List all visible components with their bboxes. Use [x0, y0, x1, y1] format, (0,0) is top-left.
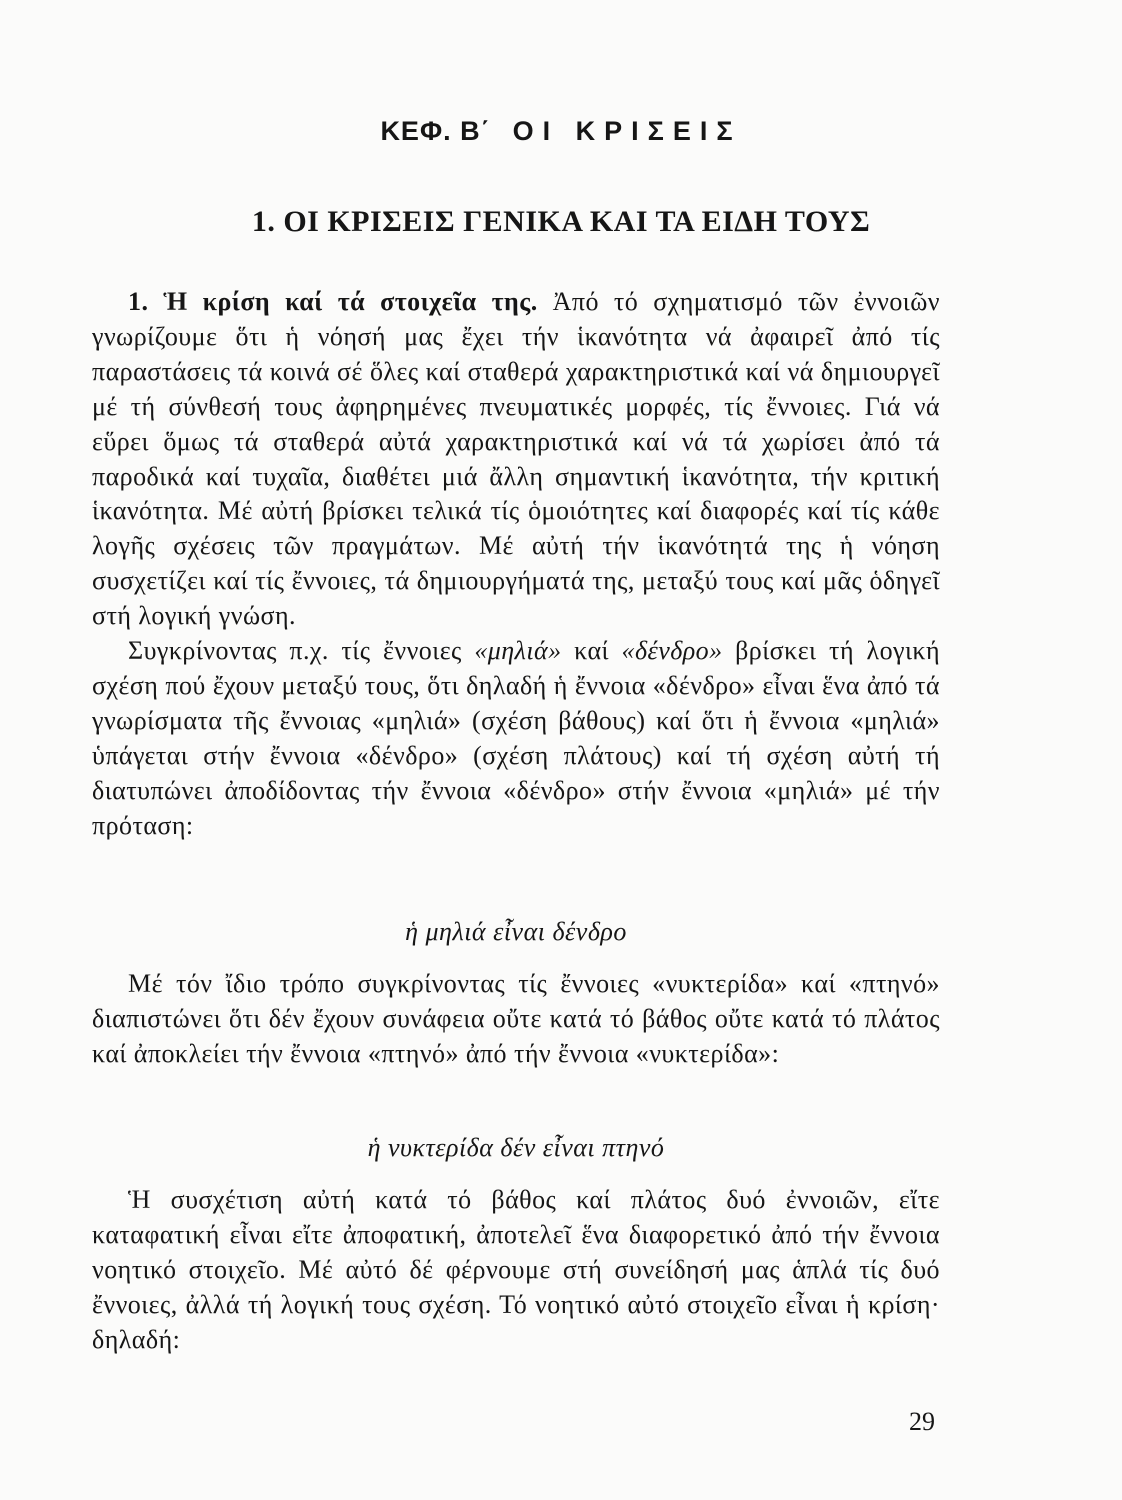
paragraph-2-start: Συγκρίνοντας π.χ. τίς ἔννοιες [128, 636, 462, 666]
body-block-1 [92, 285, 940, 844]
example-statement-1: ἡ μηλιά εἶναι δένδρο [405, 917, 627, 946]
paragraph-1 [92, 285, 940, 634]
example-statement-2: ἡ νυκτερίδα δέν εἶναι πτηνό [367, 1133, 665, 1162]
subsection-heading: 1. Ἡ κρίση καί τά στοιχεῖα της. [128, 287, 538, 316]
page-number: 29 [909, 1407, 935, 1436]
section-title: 1. ΟΙ ΚΡΙΣΕΙΣ ΓΕΝΙΚΑ ΚΑΙ ΤΑ ΕΙΔΗ ΤΟΥΣ [251, 205, 871, 238]
paragraph-2 [92, 634, 940, 843]
paragraph-4: Ἡ συσχέτιση αὐτή κατά τό βάθος καί πλάτος δυό ἐννοιῶν, εἴτε καταφατική εἶναι εἴτε ἀποφατική, ἀποτελεῖ ἕνα διαφορετικό ἀπό τήν ἔννοια νοητικό στοιχεῖο. Μέ αὐτό δέ φέρνουμε στή συνείδησή μας ἁπλά τίς δυό ἔννοιες, ἀλλά τή λογική τους σχέση. Τό νοητικό αὐτό στοιχεῖο εἶναι ἡ κρίση· δηλαδή: [92, 1185, 940, 1354]
term-milia: «μηλιά» [474, 636, 562, 666]
body-block-2 [92, 967, 940, 1072]
chapter-title [0, 116, 1122, 147]
chapter-label: ΚΕΦ. Β΄ [380, 116, 491, 146]
chapter-name: ΟΙ ΚΡΙΣΕΙΣ [512, 116, 742, 146]
paragraph-2-and: καί [574, 636, 609, 666]
paragraph-3: Μέ τόν ἴδιο τρόπο συγκρίνοντας τίς ἔννοιες «νυκτερίδα» καί «πτηνό» διαπιστώνει ὅτι δέν ἔχουν συνάφεια οὔτε κατά τό βάθος οὔτε κατά τό πλάτος καί ἀποκλείει τήν ἔννοια «πτηνό» ἀπό τήν ἔννοια «νυκτερίδα»: [92, 969, 940, 1068]
paragraph-2-rest: βρίσκει τή λογική σχέση πού ἔχουν μεταξύ τους, ὅτι δηλαδή ἡ ἔννοια «δένδρο» εἶναι ἕνα ἀπό τά γνωρίσματα τῆς ἔννοιας «μηλιά» (σχέση βάθους) καί ὅτι ἡ ἔννοια «μηλιά» ὑπάγεται στήν ἔννοια «δένδρο» (σχέση πλάτους) καί τή σχέση αὐτή τή διατυπώνει ἀποδίδοντας τήν ἔννοια «δένδρο» στήν ἔννοια «μηλιά» μέ τήν πρόταση: [92, 636, 941, 840]
body-block-3 [92, 1183, 940, 1358]
term-dendro: «δένδρο» [621, 636, 723, 666]
paragraph-1-text: Ἀπό τό σχηματισμό τῶν ἐννοιῶν γνωρίζουμε ὅτι ἡ νόησή μας ἔχει τήν ἱκανότητα νά ἀφαιρεῖ ἀπό τίς παραστάσεις τά κοινά σέ ὅλες καί σταθερά χαρακτηριστικά καί νά δημιουργεῖ μέ τή σύνθεσή τους ἀφηρημένες πνευματικές μορφές, τίς ἔννοιες. Γιά νά εὕρει ὅμως τά σταθερά αὐτά χαρακτηριστικά καί νά τά χωρίσει ἀπό τά παροδικά καί τυχαῖα, διαθέτει μιά ἄλλη σημαντική ἱκανότητα, τήν κριτική ἱκανότητα. Μέ αὐτή βρίσκει τελικά τίς ὁμοιότητες καί διαφορές καί τίς κάθε λογῆς σχέσεις τῶν πραγμάτων. Μέ αὐτή τήν ἱκανότητά της ἡ νόηση συσχετίζει καί τίς ἔννοιες, τά δημιουργήματά της, μεταξύ τους καί μᾶς ὁδηγεῖ στή λογική γνώση. [92, 287, 940, 631]
